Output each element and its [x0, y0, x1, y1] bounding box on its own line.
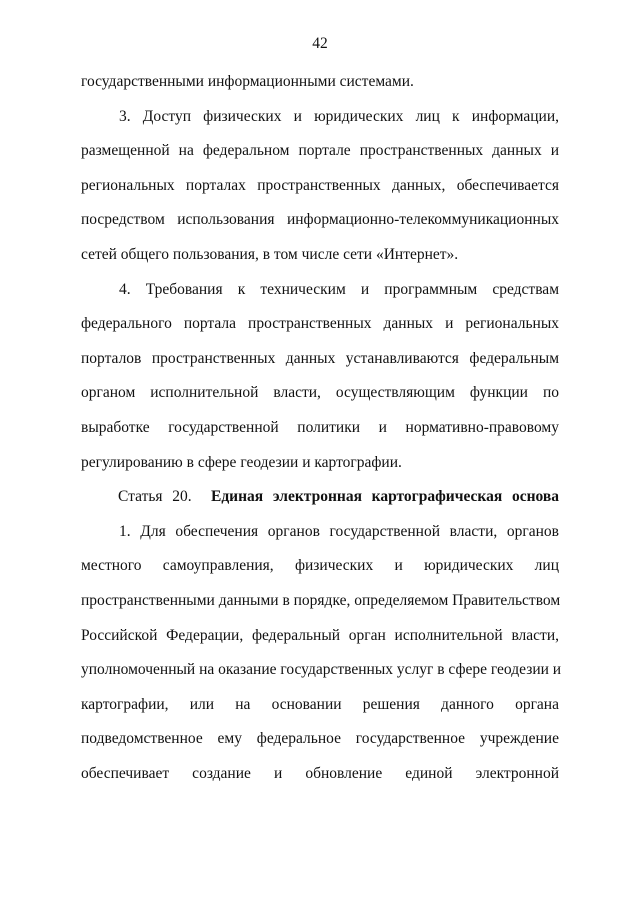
- text-line: размещенной на федеральном портале пространственных данных и: [81, 142, 559, 160]
- text-line: 1. Для обеспечения органов государственной власти, органов: [119, 522, 559, 540]
- text-line: Российской Федерации, федеральный орган исполнительной власти,: [81, 626, 559, 644]
- text-line: 3. Доступ физических и юридических лиц к информации,: [119, 107, 559, 125]
- article-paragraph-1: [81, 515, 562, 792]
- text-line: сетей общего пользования, в том числе сети «Интернет».: [81, 245, 459, 263]
- page-number: 42: [312, 35, 328, 52]
- text-line: подведомственное ему федеральное государственное учреждение: [81, 730, 559, 748]
- text-line: выработке государственной политики и нормативно-правовому: [81, 418, 559, 436]
- text-line: местного самоуправления, физических и юридических лиц: [81, 557, 559, 575]
- text-line: порталов пространственных данных устанавливаются федеральным: [81, 349, 559, 367]
- text-line: государственными информационными системами.: [81, 73, 414, 90]
- text-line: посредством использования информационно-телекоммуникационных: [81, 211, 559, 229]
- text-line: картографии, или на основании решения данного органа: [81, 695, 559, 713]
- text-line: пространственными данными в порядке, определяемом Правительством: [81, 591, 561, 609]
- text-line: уполномоченный на оказание государственных услуг в сфере геодезии и: [81, 661, 562, 679]
- article-heading: [81, 480, 559, 515]
- paragraph-3: [81, 100, 559, 273]
- text-line: обеспечивает создание и обновление единой электронной: [81, 764, 559, 782]
- article-title: Единая электронная картографическая основа: [211, 488, 559, 506]
- text-line: органом исполнительной власти, осуществляющим функции по: [81, 384, 559, 402]
- article-number: Статья 20.: [118, 488, 192, 506]
- text-line: федерального портала пространственных данных и региональных: [81, 315, 559, 333]
- text-line: регулированию в сфере геодезии и картографии.: [81, 453, 402, 471]
- text-line: 4. Требования к техническим и программным средствам: [119, 280, 559, 298]
- document-body: [81, 65, 562, 791]
- paragraph-4: [81, 273, 559, 481]
- paragraph-continuation: [81, 65, 559, 100]
- text-line: региональных порталах пространственных данных, обеспечивается: [81, 176, 559, 194]
